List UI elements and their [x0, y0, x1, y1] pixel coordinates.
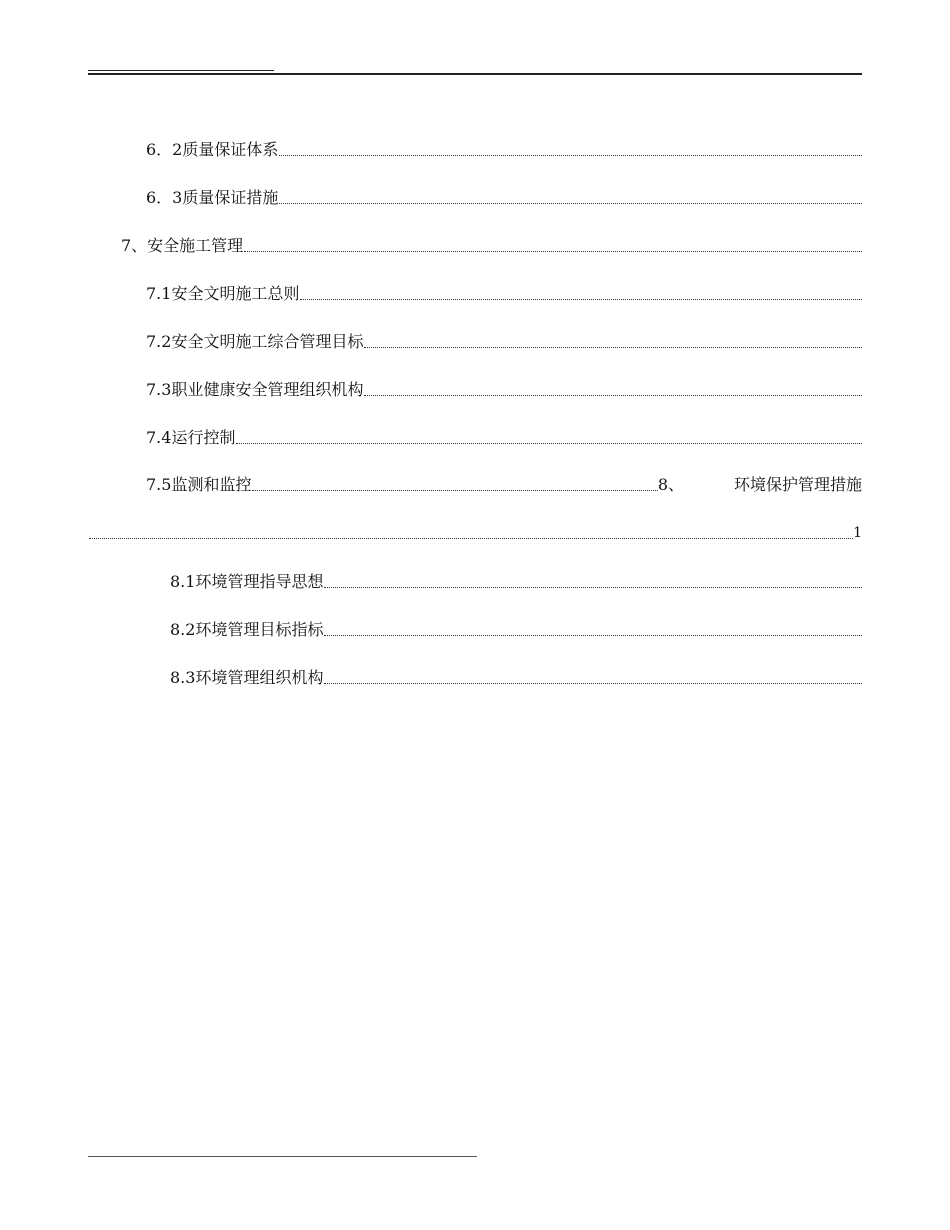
toc-entry[interactable]	[146, 281, 862, 305]
toc-entry-title: 环境保护管理措施	[733, 475, 862, 494]
toc-entry-title: 8.1环境管理指导思想	[170, 572, 324, 591]
toc-entry-title: 6．3质量保证措施	[146, 188, 279, 207]
toc-entry-title: 8.2环境管理目标指标	[170, 620, 324, 639]
toc-entry[interactable]	[146, 377, 862, 401]
toc-entry-title: 7.1安全文明施工总则	[146, 284, 300, 303]
toc-leader-dots	[324, 635, 862, 636]
toc-entry[interactable]	[146, 185, 862, 209]
toc-entry-title: 7.4运行控制	[146, 428, 236, 447]
toc-leader-dots	[364, 395, 862, 396]
toc-entry[interactable]	[170, 665, 862, 689]
toc-entry[interactable]	[146, 425, 862, 449]
toc-leader-dots	[324, 587, 862, 588]
toc-entry-title: 7、安全施工管理	[121, 236, 244, 255]
toc-chapter-heading[interactable]	[713, 472, 862, 496]
toc-entry-continuation	[88, 520, 862, 544]
toc-entry-title: 7.2安全文明施工综合管理目标	[146, 332, 364, 351]
toc-entry-chapter[interactable]	[121, 233, 862, 257]
toc-leader-dots	[279, 155, 862, 156]
toc-entry-title: 7.3职业健康安全管理组织机构	[146, 380, 364, 399]
toc-entry[interactable]	[146, 329, 862, 353]
toc-leader-dots	[252, 490, 657, 491]
toc-leader-dots	[300, 299, 862, 300]
toc-leader-dots	[364, 347, 862, 348]
toc-leader-dots	[236, 443, 862, 444]
toc-entry-title: 7.5监测和监控	[146, 475, 252, 494]
toc-entry-title: 6．2质量保证体系	[146, 140, 279, 159]
toc-entry[interactable]	[170, 569, 862, 593]
toc-leader-dots	[89, 538, 853, 539]
toc-leader-dots	[324, 683, 862, 684]
toc-leader-dots	[244, 251, 862, 252]
header-rule	[88, 73, 862, 75]
toc-entry-page: 1	[853, 525, 862, 541]
toc-entry[interactable]	[170, 617, 862, 641]
toc-entry[interactable]	[146, 137, 862, 161]
toc-entry-page: 8、	[657, 475, 684, 494]
footer-rule	[88, 1156, 477, 1157]
toc-entry-title: 8.3环境管理组织机构	[170, 668, 324, 687]
header-rule-short	[88, 70, 274, 71]
toc-entry[interactable]	[146, 472, 684, 496]
toc-leader-dots	[279, 203, 862, 204]
